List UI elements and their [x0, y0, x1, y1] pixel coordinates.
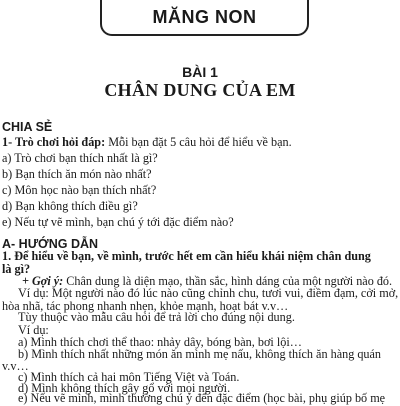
game-line — [2, 134, 292, 150]
share-item-a: a) Trò chơi bạn thích nhất là gì? — [2, 151, 158, 165]
share-heading: CHIA SẺ — [2, 120, 53, 134]
example-2-label: Ví dụ: — [18, 322, 49, 337]
answer-b: b) Mình thích nhất những món ăn mình mẹ nấu, không thích ăn hàng quán — [18, 346, 382, 361]
example-1-line-2: hòa nhã, tác phong nhanh nhẹn, khỏe mạnh, hoạt bát v.v… — [2, 298, 289, 313]
game-label: 1- Trò chơi hỏi đáp: — [2, 135, 106, 149]
book-title-banner — [100, 0, 309, 36]
lesson-number: BÀI 1 — [182, 64, 218, 80]
answer-b-continued: v.v… — [2, 358, 29, 373]
question-1-line-1: 1. Để hiểu về bạn, về mình, trước hết em cần hiểu khái niệm chân dung — [2, 249, 371, 264]
answer-a: a) Mình thích chơi thể thao: nhảy dây, bóng bàn, bơi lội… — [18, 334, 302, 349]
depends-line: Tùy thuộc vào mẫu câu hỏi để trả lời cho đúng nội dung. — [18, 310, 295, 325]
hint-label: + Gợi ý: — [22, 274, 64, 289]
share-item-b: b) Bạn thích ăn món nào nhất? — [2, 167, 152, 181]
answer-d: d) Mình không thích gây gổ với mọi người. — [18, 380, 231, 395]
share-item-e: e) Nếu tự vẽ mình, bạn chú ý tới đặc điểm nào? — [2, 215, 234, 229]
example-1-line-1: Ví dụ: Một người nào đó lúc nào cũng chỉnh chu, tươi vui, điềm đạm, cởi mở, — [18, 286, 399, 301]
share-item-d: d) Bạn không thích điều gì? — [2, 199, 138, 213]
answer-c: c) Mình thích cả hai môn Tiếng Việt và Toán. — [18, 369, 240, 384]
lesson-title: CHÂN DUNG CỦA EM — [104, 80, 296, 100]
share-item-c: c) Môn học nào bạn thích nhất? — [2, 183, 157, 197]
guide-heading: A- HƯỚNG DẪN — [2, 237, 99, 251]
game-text: Mỗi bạn đặt 5 câu hỏi để hiểu về bạn. — [105, 135, 292, 149]
question-1-line-2: là gì? — [2, 261, 31, 276]
answer-e: e) Nếu vẽ mình, mình thường chú ý đến đặc điểm (học bài, phụ giúp bố mẹ — [18, 391, 386, 406]
hint-text: Chân dung là diện mạo, thần sắc, hình dáng của một người nào đó. — [63, 274, 393, 289]
book-title: MĂNG NON — [152, 6, 257, 27]
